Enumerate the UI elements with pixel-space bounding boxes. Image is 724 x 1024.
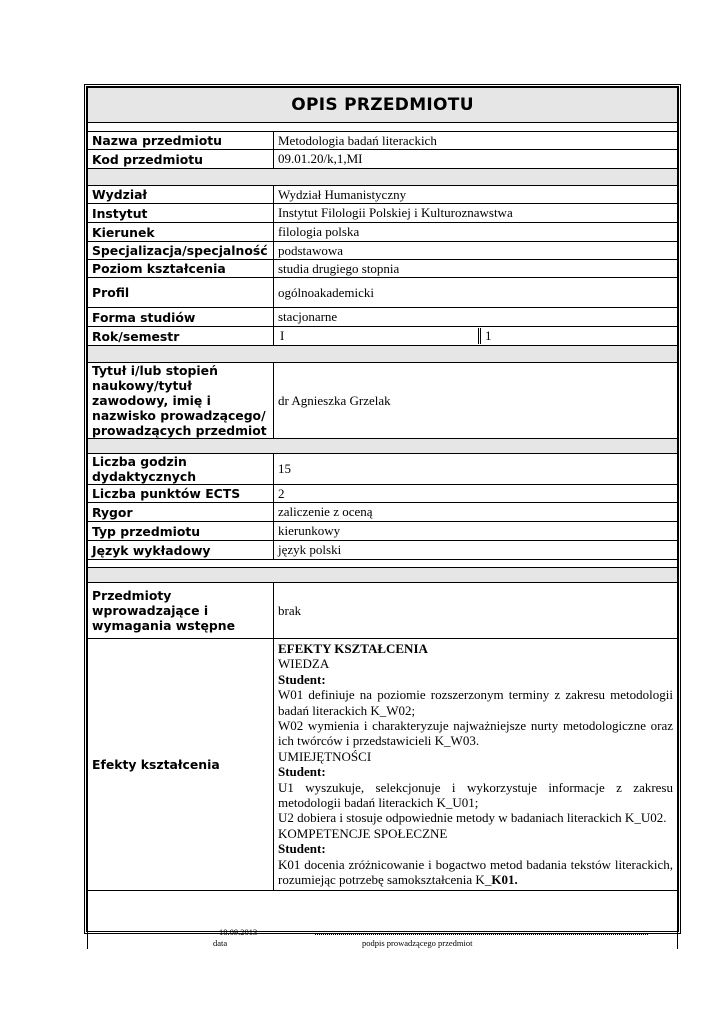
course-code-label: Kod przedmiotu	[88, 150, 274, 169]
effect-k01-code: K01.	[491, 872, 518, 888]
specialization-label: Specjalizacja/specjalność	[88, 242, 274, 260]
course-name-value: Metodologia badań literackich	[274, 132, 678, 150]
prerequisites-value: brak	[274, 583, 678, 639]
profile-label: Profil	[88, 278, 274, 308]
course-type-value: kierunkowy	[274, 522, 678, 541]
signature-footer	[87, 891, 678, 949]
year-value: I	[274, 328, 481, 344]
ects-value: 2	[274, 485, 678, 503]
effects-heading: EFEKTY KSZTAŁCENIA	[278, 641, 428, 656]
student-label: Student:	[278, 671, 326, 687]
field-value: filologia polska	[274, 223, 678, 242]
hours-label: Liczba godzin dydaktycznych	[88, 454, 274, 485]
skills-heading: UMIEJĘTNOŚCI	[278, 748, 372, 764]
knowledge-heading: WIEDZA	[278, 656, 330, 672]
spacer-row	[88, 568, 678, 583]
effect-u1: U1 wyszukuje, selekcjonuje i wykorzystuje informacje z zakresu metodologii badań literackich K_U01;	[278, 779, 673, 811]
profile-value: ogólnoakademicki	[274, 278, 678, 308]
lecturer-value: dr Agnieszka Grzelak	[274, 363, 678, 439]
study-form-value: stacjonarne	[274, 308, 678, 327]
course-type-label: Typ przedmiotu	[88, 522, 274, 541]
level-label: Poziom kształcenia	[88, 260, 274, 278]
faculty-value: Wydział Humanistyczny	[274, 186, 678, 204]
effects-label: Efekty kształcenia	[88, 639, 274, 891]
effect-k01	[278, 857, 673, 888]
form-table	[87, 87, 678, 891]
date-label: data	[213, 937, 228, 948]
social-heading: KOMPETENCJE SPOŁECZNE	[278, 825, 448, 841]
form-title: OPIS PRZEDMIOTU	[88, 88, 678, 123]
faculty-label: Wydział	[88, 186, 274, 204]
course-code-value: 09.01.20/k,1,MI	[274, 150, 678, 169]
signature-label: podpis prowadzącego przedmiot	[362, 937, 473, 948]
date-value: 18.09.2013	[219, 926, 258, 937]
language-label: Język wykładowy	[88, 541, 274, 560]
spacer-row	[88, 560, 678, 568]
spacer-row	[88, 439, 678, 454]
specialization-value: podstawowa	[274, 242, 678, 260]
spacer-row	[88, 123, 678, 132]
spacer-row	[88, 346, 678, 363]
institute-label: Instytut	[88, 204, 274, 223]
student-label: Student:	[278, 764, 326, 780]
effect-w01: W01 definiuje na poziomie rozszerzonym terminy z zakresu metodologii badań literackich K_W02;	[278, 687, 673, 718]
year-semester-label: Rok/semestr	[88, 327, 274, 346]
effect-u2: U2 dobiera i stosuje odpowiednie metody w badaniach literackich K_U02.	[278, 810, 667, 826]
spacer-row	[88, 169, 678, 186]
effect-w02: W02 wymienia i charakteryzuje najważniejsze nurty metodologiczne oraz ich twórców i przedstawicieli K_W03.	[278, 718, 673, 749]
signature-line	[315, 927, 648, 935]
effect-k01-text: K01 docenia zróżnicowanie i bogactwo metod badania tekstów literackich, rozumiejąc potrzebę samokształcenia K_	[278, 856, 673, 888]
rigor-label: Rygor	[88, 503, 274, 522]
rigor-value: zaliczenie z oceną	[274, 503, 678, 522]
level-value: studia drugiego stopnia	[274, 260, 678, 278]
lecturer-label: Tytuł i/lub stopień naukowy/tytuł zawodowy, imię i nazwisko prowadzącego/ prowadzących przedmiot	[88, 363, 274, 439]
prerequisites-label: Przedmioty wprowadzające i wymagania wstępne	[88, 583, 274, 639]
course-name-label: Nazwa przedmiotu	[88, 132, 274, 150]
year-semester-split	[274, 328, 677, 344]
language-value: język polski	[274, 541, 678, 560]
course-description-form	[84, 84, 681, 948]
study-form-label: Forma studiów	[88, 308, 274, 327]
ects-label: Liczba punktów ECTS	[88, 485, 274, 503]
hours-value: 15	[274, 454, 678, 485]
institute-value: Instytut Filologii Polskiej i Kulturoznawstwa	[274, 204, 678, 223]
effects-content	[274, 639, 678, 891]
year-semester-cell	[274, 327, 678, 346]
semester-value: 1	[485, 328, 492, 343]
field-label: Kierunek	[88, 223, 274, 242]
student-label: Student:	[278, 841, 326, 857]
